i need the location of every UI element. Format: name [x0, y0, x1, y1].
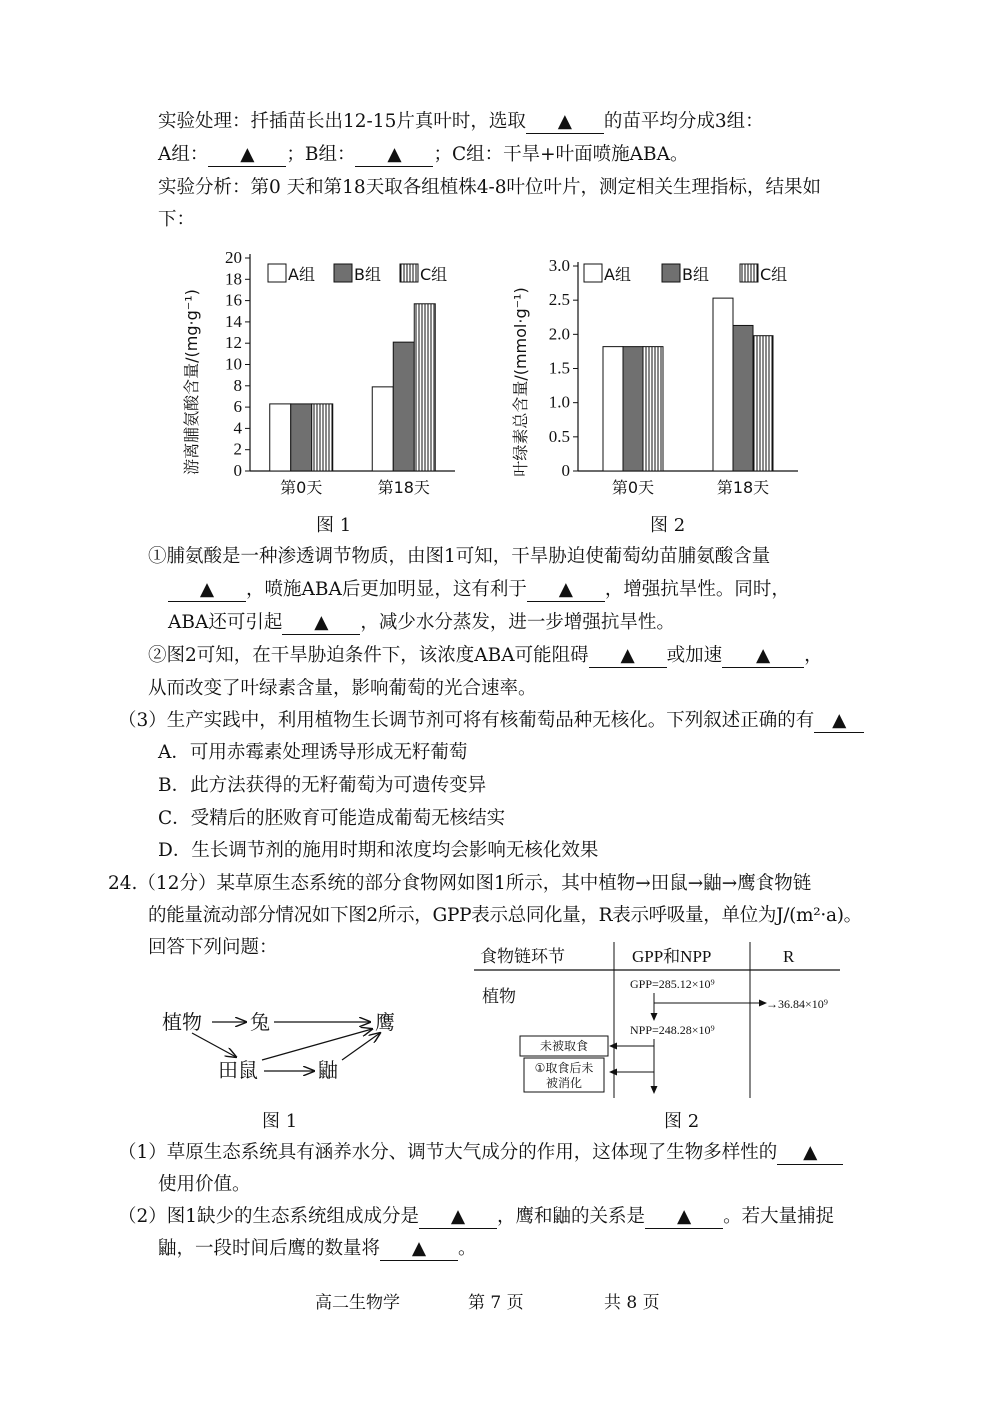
- r-value: →36.84×10⁹: [766, 997, 828, 1011]
- legend-label: C组: [420, 265, 448, 284]
- legend-swatch: [662, 264, 680, 282]
- text-line-4: 下：: [158, 209, 196, 230]
- answer-blank[interactable]: ▲: [722, 645, 804, 668]
- energy-flow-diagram: [470, 938, 850, 1100]
- y-tick-label: 8: [233, 375, 242, 395]
- y-axis-label: 游离脯氨酸含量/(mg·g⁻¹): [182, 289, 201, 475]
- text-segment: 的苗平均分成3组：: [603, 111, 764, 132]
- bar-B组-第0天: [291, 404, 312, 471]
- legend-label: A组: [288, 265, 315, 284]
- text-segment: ，喷施ABA后更加明显，这有利于: [246, 579, 527, 600]
- legend-swatch: [584, 264, 602, 282]
- text-segment: ；B组：: [286, 144, 356, 165]
- y-tick-label: 0: [233, 461, 242, 480]
- option-d: D．生长调节剂的施用时期和浓度均会影响无核化效果: [158, 840, 599, 861]
- footer-page: 第 7 页: [468, 1293, 524, 1313]
- text-segment: 鼬，一段时间后鹰的数量将: [158, 1238, 381, 1259]
- answer-blank[interactable]: ▲: [527, 579, 605, 602]
- node-rabbit: 兔: [250, 1010, 270, 1034]
- proline-bar-chart: [175, 242, 495, 507]
- text-segment: ，减少水分蒸发，进一步增强抗旱性。: [360, 612, 675, 633]
- y-tick-label: 16: [225, 290, 242, 310]
- box-not-digested-label: ①取食后未: [534, 1061, 594, 1075]
- x-tick-label: 第0天: [280, 478, 323, 497]
- bar-B组-第18天: [393, 342, 414, 471]
- arrow-vole-hawk: [262, 1029, 372, 1060]
- answer-blank[interactable]: ▲: [282, 612, 360, 635]
- bar-C组-第0天: [312, 404, 333, 471]
- answer-blank[interactable]: ▲: [814, 710, 864, 733]
- question-1-line-1: ①脯氨酸是一种渗透调节物质，由图1可知，干旱胁迫使葡萄幼苗脯氨酸含量: [148, 546, 771, 567]
- text-segment: ②图2可知，在干旱胁迫条件下，该浓度ABA可能阻碍: [148, 645, 589, 666]
- row-label-plant: 植物: [482, 987, 516, 1007]
- bar-B组-第18天: [733, 325, 753, 471]
- figure-caption: 图 1: [262, 1111, 298, 1132]
- answer-blank[interactable]: ▲: [380, 1238, 458, 1261]
- subquestion-2-line-2: [158, 1236, 477, 1262]
- gpp-value: GPP=285.12×10⁹: [630, 977, 715, 991]
- text-segment: ，鹰和鼬的关系是: [497, 1206, 646, 1227]
- bar-A组-第0天: [603, 347, 623, 471]
- subquestion-1-line-2: 使用价值。: [158, 1174, 251, 1195]
- text-segment: ；C组：干旱+叶面喷施ABA。: [433, 144, 689, 165]
- text-segment: ，增强抗旱性。同时，: [604, 579, 790, 600]
- node-plant: 植物: [162, 1010, 202, 1034]
- bar-A组-第18天: [372, 387, 393, 471]
- y-tick-label: 12: [225, 333, 242, 353]
- footer-subject: 高二生物学: [315, 1293, 400, 1313]
- x-tick-label: 第0天: [611, 478, 655, 497]
- node-weasel: 鼬: [318, 1058, 338, 1082]
- text-segment: （3）生产实践中，利用植物生长调节剂可将有核葡萄品种无核化。下列叙述正确的有: [118, 710, 815, 731]
- option-a: A．可用赤霉素处理诱导形成无籽葡萄: [158, 742, 468, 763]
- legend-label: A组: [604, 265, 631, 284]
- y-tick-label: 2.5: [548, 290, 570, 310]
- question-3: [118, 708, 864, 734]
- text-segment: （2）图1缺少的生态系统组成成分是: [118, 1206, 420, 1227]
- text-segment: A组：: [158, 144, 209, 165]
- food-web-diagram: [150, 995, 420, 1095]
- answer-blank[interactable]: ▲: [168, 579, 246, 602]
- header-gpp-npp: GPP和NPP: [632, 947, 712, 966]
- figure-caption: 图 1: [316, 515, 352, 536]
- y-tick-label: 20: [225, 248, 242, 267]
- figure-caption: 图 2: [664, 1111, 700, 1132]
- node-hawk: 鹰: [375, 1010, 395, 1034]
- text-segment: 实验处理：扦插苗长出12-15片真叶时，选取: [158, 111, 526, 132]
- footer-total: 共 8 页: [604, 1293, 660, 1313]
- y-tick-label: 18: [225, 269, 242, 289]
- text-line-2: [158, 142, 688, 168]
- y-tick-label: 0: [561, 461, 570, 480]
- text-segment: ABA还可引起: [168, 612, 283, 633]
- question-2-line-2: 从而改变了叶绿素含量，影响葡萄的光合速率。: [148, 678, 537, 699]
- x-tick-label: 第18天: [377, 478, 430, 497]
- question-2-line-1: ②图2可知，在干旱胁迫条件下，该浓度ABA可能阻碍 ▲ 或加速 ▲ ，: [148, 645, 823, 666]
- legend-label: C组: [760, 265, 788, 284]
- legend-swatch: [268, 264, 286, 282]
- text-segment: （1）草原生态系统具有涵养水分、调节大气成分的作用，这体现了生物多样性的: [118, 1142, 778, 1163]
- legend-swatch: [740, 264, 758, 282]
- y-tick-label: 1.0: [548, 392, 570, 412]
- question-1-line-3: [168, 610, 675, 636]
- text-segment: 。: [458, 1238, 477, 1259]
- y-tick-label: 2.0: [548, 324, 570, 344]
- answer-blank[interactable]: ▲: [355, 144, 433, 167]
- question-24-line-2: 的能量流动部分情况如下图2所示，GPP表示总同化量，R表示呼吸量，单位为J/(m²·a)。: [148, 905, 862, 926]
- y-tick-label: 3.0: [548, 256, 570, 275]
- answer-blank[interactable]: ▲: [526, 111, 604, 134]
- chlorophyll-bar-chart: [510, 242, 820, 507]
- question-1-line-2: [168, 577, 790, 603]
- text-segment: 。若大量捕捉: [723, 1206, 835, 1227]
- box-not-eaten-label: 未被取食: [539, 1039, 589, 1053]
- y-tick-label: 0.5: [548, 426, 570, 446]
- x-tick-label: 第18天: [716, 478, 770, 497]
- bar-B组-第0天: [623, 347, 643, 471]
- y-tick-label: 10: [225, 354, 242, 374]
- figure-caption: 图 2: [650, 515, 686, 536]
- option-c: C．受精后的胚败育可能造成葡萄无核结实: [158, 808, 506, 829]
- bar-C组-第0天: [643, 347, 663, 471]
- subquestion-2-line-1: [118, 1204, 834, 1230]
- y-tick-label: 6: [233, 397, 242, 417]
- node-vole: 田鼠: [218, 1058, 258, 1082]
- text-line-1: [158, 109, 764, 135]
- answer-blank[interactable]: ▲: [419, 1206, 497, 1229]
- option-b: B．此方法获得的无籽葡萄为可遗传变异: [158, 775, 487, 796]
- bar-C组-第18天: [753, 336, 773, 471]
- npp-value: NPP=248.28×10⁹: [630, 1023, 715, 1037]
- answer-blank[interactable]: ▲: [645, 1206, 723, 1229]
- box-not-digested-label: 被消化: [545, 1076, 583, 1090]
- answer-blank[interactable]: ▲: [208, 144, 286, 167]
- answer-blank[interactable]: ▲: [777, 1142, 843, 1165]
- y-tick-label: 4: [233, 418, 242, 438]
- bar-C组-第18天: [414, 304, 435, 471]
- text-segment: 或加速: [666, 645, 723, 666]
- header-chain: 食物链环节: [480, 947, 565, 967]
- question-24-line-1: 24.（12分）某草原生态系统的部分食物网如图1所示，其中植物→田鼠→鼬→鹰食物链: [108, 873, 812, 894]
- bar-A组-第0天: [270, 404, 291, 471]
- legend-swatch: [400, 264, 418, 282]
- arrow-plant-vole: [192, 1033, 236, 1057]
- subquestion-1-line-1: [118, 1140, 843, 1166]
- y-tick-label: 14: [225, 311, 242, 331]
- bar-A组-第18天: [713, 298, 733, 471]
- y-axis-label: 叶绿素总含量/(mmol·g⁻¹): [511, 287, 530, 477]
- legend-label: B组: [354, 265, 381, 284]
- legend-label: B组: [682, 265, 709, 284]
- y-tick-label: 2: [233, 439, 242, 459]
- text-line-3: 实验分析：第0 天和第18天取各组植株4-8叶位叶片，测定相关生理指标，结果如: [158, 177, 821, 198]
- arrow-weasel-hawk: [342, 1033, 380, 1060]
- y-tick-label: 1.5: [548, 358, 570, 378]
- answer-blank[interactable]: ▲: [589, 645, 667, 668]
- header-r: R: [783, 947, 795, 966]
- legend-swatch: [334, 264, 352, 282]
- question-24-line-3: 回答下列问题：: [148, 937, 278, 958]
